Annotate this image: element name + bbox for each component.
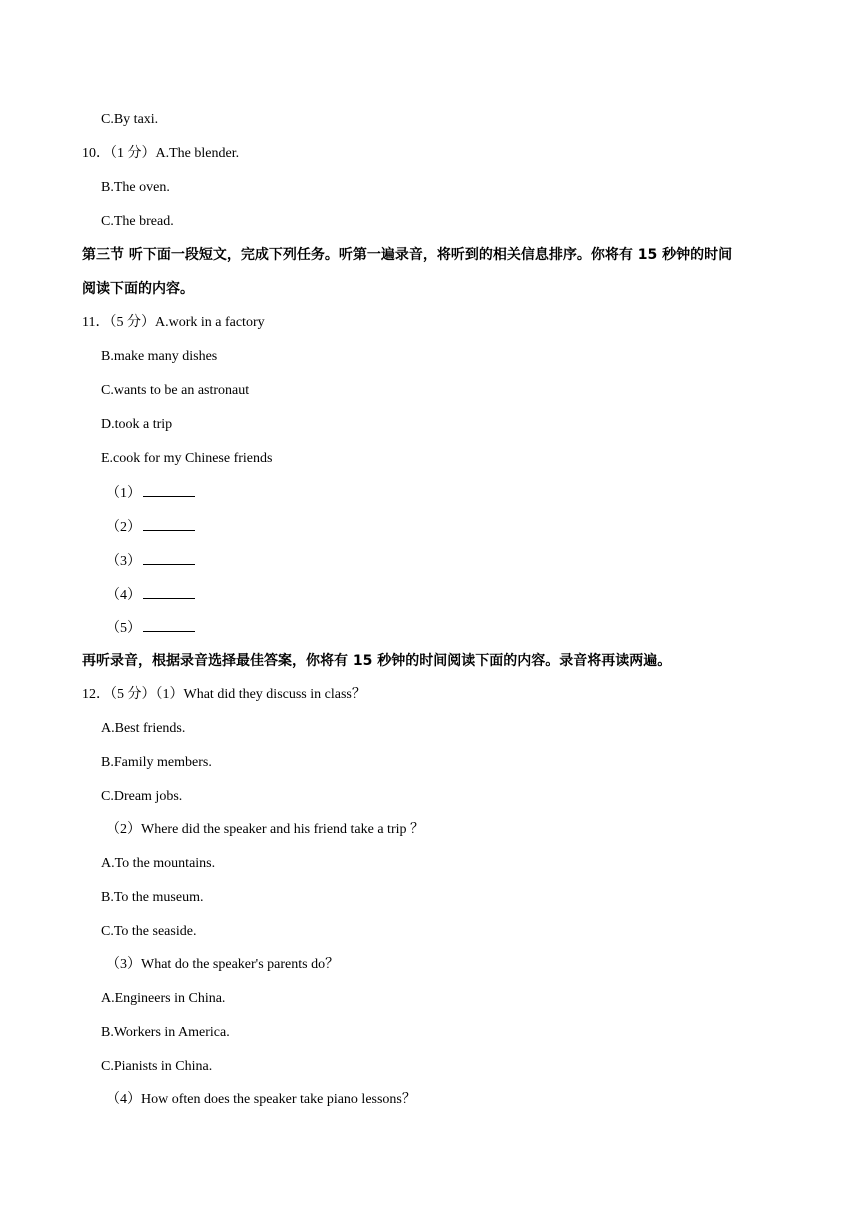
relisten-instruction: 再听录音，根据录音选择最佳答案，你将有 15 秒钟的时间阅读下面的内容。录音将再读两遍。 (82, 653, 672, 669)
q12-stem-sub1: 12．（5 分）（1）What did they discuss in class？ (82, 687, 366, 702)
blank-number: （5） (106, 621, 141, 636)
q11-blank-2[interactable] (106, 516, 195, 538)
q9-option-c: C.By taxi. (101, 112, 159, 127)
q12-1-option-a: A.Best friends. (101, 721, 186, 736)
section3-instruction: 第三节 听下面一段短文，完成下列任务。听第一遍录音，将听到的相关信息排序。你将有 15 秒钟的时间 (82, 247, 733, 263)
q11-blank-3[interactable] (106, 550, 195, 572)
q12-1-option-b: B.Family members. (101, 755, 212, 770)
answer-blank[interactable] (143, 482, 195, 497)
q12-2-option-b: B.To the museum. (101, 890, 204, 905)
blank-number: （3） (106, 554, 141, 569)
q12-2-option-a: A.To the mountains. (101, 856, 216, 871)
q12-1-option-c: C.Dream jobs. (101, 789, 183, 804)
answer-blank[interactable] (143, 550, 195, 565)
q11-option-c: C.wants to be an astronaut (101, 383, 250, 398)
blank-number: （4） (106, 588, 141, 603)
blank-number: （1） (106, 486, 141, 501)
section3-instruction-cont: 阅读下面的内容。 (82, 281, 194, 297)
q11-option-d: D.took a trip (101, 417, 173, 432)
q12-3-option-b: B.Workers in America. (101, 1025, 230, 1040)
q10-option-b: B.The oven. (101, 180, 170, 195)
answer-blank[interactable] (143, 617, 195, 632)
q11-stem-option-a: 11．（5 分）A.work in a factory (82, 315, 265, 330)
q12-sub2: （2）Where did the speaker and his friend take a trip ？ (106, 822, 425, 837)
q11-blank-1[interactable] (106, 482, 195, 504)
blank-number: （2） (106, 520, 141, 535)
q10-stem-option-a: 10．（1 分）A.The blender. (82, 146, 240, 161)
q12-sub4: （4）How often does the speaker take piano lessons？ (106, 1092, 416, 1107)
q11-blank-4[interactable] (106, 584, 195, 606)
q11-option-b: B.make many dishes (101, 349, 218, 364)
q12-2-option-c: C.To the seaside. (101, 924, 197, 939)
q12-3-option-a: A.Engineers in China. (101, 991, 226, 1006)
q11-blank-5[interactable] (106, 617, 195, 639)
answer-blank[interactable] (143, 516, 195, 531)
answer-blank[interactable] (143, 584, 195, 599)
q12-3-option-c: C.Pianists in China. (101, 1059, 213, 1074)
q12-sub3: （3）What do the speaker's parents do？ (106, 957, 340, 972)
q10-option-c: C.The bread. (101, 214, 174, 229)
q11-option-e: E.cook for my Chinese friends (101, 451, 273, 466)
